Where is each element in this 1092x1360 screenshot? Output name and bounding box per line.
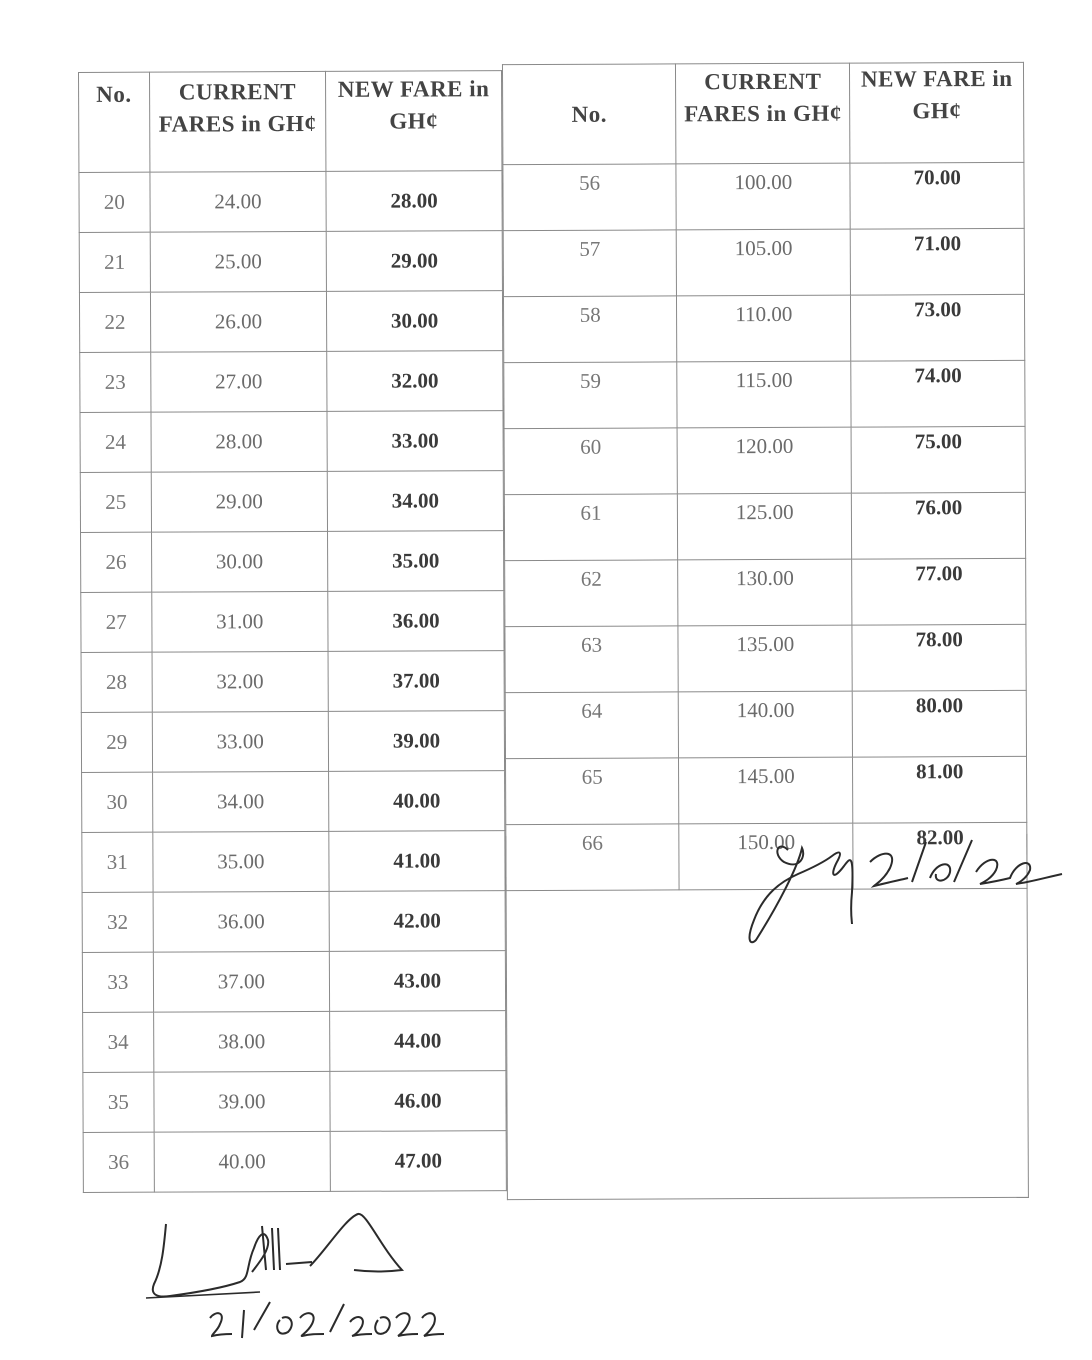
new-fare: 46.00 [330, 1071, 506, 1132]
row-number: 23 [80, 352, 151, 412]
new-fare: 47.00 [330, 1131, 506, 1192]
table-row [505, 690, 1026, 758]
row-number: 64 [505, 692, 678, 759]
new-fare: 37.00 [328, 651, 504, 712]
signature-right-mark [740, 822, 1070, 952]
current-fare: 24.00 [150, 171, 327, 232]
current-fare: 120.00 [677, 427, 852, 494]
table-row [503, 228, 1024, 296]
new-fare: 74.00 [851, 360, 1025, 427]
row-number: 26 [81, 532, 152, 592]
new-fare: 40.00 [329, 771, 505, 832]
row-number: 29 [81, 712, 152, 772]
table-row [82, 891, 505, 953]
current-fare: 105.00 [676, 229, 851, 296]
table-row [81, 711, 504, 773]
new-fare: 28.00 [326, 171, 502, 232]
table-row [82, 771, 505, 833]
row-number: 27 [81, 592, 152, 652]
current-fare: 38.00 [153, 1011, 330, 1072]
current-fare: 145.00 [679, 757, 854, 824]
new-fare: 42.00 [329, 891, 505, 952]
row-number: 25 [80, 472, 151, 532]
row-number: 30 [82, 772, 153, 832]
new-fare: 76.00 [852, 492, 1026, 559]
header-new-fare: NEW FARE in GH¢ [326, 71, 502, 172]
current-fare: 135.00 [678, 625, 853, 692]
right-header-row [502, 62, 1023, 164]
new-fare: 82.00 [853, 822, 1027, 889]
current-fare: 30.00 [151, 531, 328, 592]
row-number: 22 [79, 292, 150, 352]
signature-right [740, 822, 1070, 952]
table-row [504, 492, 1025, 560]
current-fare: 39.00 [154, 1071, 331, 1132]
current-fare: 35.00 [152, 831, 329, 892]
current-fare: 40.00 [154, 1131, 331, 1192]
current-fare: 37.00 [153, 951, 330, 1012]
table-row [83, 1131, 506, 1193]
table-row [505, 558, 1026, 626]
table-row [503, 294, 1024, 362]
header-current-fares: CURRENT FARES in GH¢ [149, 71, 326, 172]
new-fare: 43.00 [329, 951, 505, 1012]
table-row [81, 591, 504, 653]
new-fare: 77.00 [852, 558, 1026, 625]
signature-bottom [140, 1206, 450, 1356]
table-row [79, 171, 502, 233]
table-row [79, 231, 502, 293]
new-fare: 39.00 [328, 711, 504, 772]
new-fare: 75.00 [851, 426, 1025, 493]
new-fare: 78.00 [852, 624, 1026, 691]
left-table-body [79, 171, 506, 1193]
current-fare: 32.00 [152, 651, 329, 712]
current-fare: 130.00 [678, 559, 853, 626]
table-row [80, 411, 503, 473]
fare-document [78, 65, 1029, 1202]
row-number: 36 [83, 1132, 154, 1192]
table-row [82, 951, 505, 1013]
row-number: 59 [504, 362, 677, 429]
table-row [504, 360, 1025, 428]
current-fare: 110.00 [677, 295, 852, 362]
row-number: 32 [82, 892, 153, 952]
table-row [81, 531, 504, 593]
current-fare: 29.00 [151, 471, 328, 532]
current-fare: 100.00 [676, 163, 851, 230]
header-new-fare: NEW FARE in GH¢ [850, 62, 1024, 163]
left-header-row [79, 71, 502, 173]
right-table-body [503, 162, 1027, 890]
current-fare: 34.00 [152, 771, 329, 832]
row-number: 61 [504, 494, 677, 561]
row-number: 57 [503, 230, 676, 297]
row-number: 66 [506, 824, 679, 891]
new-fare: 44.00 [330, 1011, 506, 1072]
table-row [79, 291, 502, 353]
row-number: 31 [82, 832, 153, 892]
current-fare: 31.00 [151, 591, 328, 652]
table-row [506, 756, 1027, 824]
new-fare: 30.00 [327, 291, 503, 352]
row-number: 34 [83, 1012, 154, 1072]
new-fare: 71.00 [851, 228, 1025, 295]
current-fare: 25.00 [150, 231, 327, 292]
new-fare: 81.00 [853, 756, 1027, 823]
left-fare-table [78, 70, 507, 1193]
current-fare: 27.00 [150, 351, 327, 412]
new-fare: 29.00 [326, 231, 502, 292]
header-current-fares: CURRENT FARES in GH¢ [676, 63, 851, 164]
row-number: 62 [505, 560, 678, 627]
table-row [505, 624, 1026, 692]
row-number: 58 [503, 296, 676, 363]
table-row [80, 351, 503, 413]
row-number: 28 [81, 652, 152, 712]
new-fare: 36.00 [328, 591, 504, 652]
row-number: 56 [503, 164, 676, 231]
current-fare: 125.00 [678, 493, 853, 560]
row-number: 33 [82, 952, 153, 1012]
row-number: 60 [504, 428, 677, 495]
new-fare: 80.00 [853, 690, 1027, 757]
current-fare: 26.00 [150, 291, 327, 352]
table-row [81, 651, 504, 713]
new-fare: 34.00 [327, 471, 503, 532]
new-fare: 35.00 [328, 531, 504, 592]
current-fare: 33.00 [152, 711, 329, 772]
signature-bottom-mark [140, 1206, 450, 1356]
table-row [83, 1011, 506, 1073]
current-fare: 150.00 [679, 823, 854, 890]
header-no: No. [502, 64, 676, 165]
row-number: 24 [80, 412, 151, 472]
new-fare: 70.00 [850, 162, 1024, 229]
row-number: 35 [83, 1072, 154, 1132]
row-number: 65 [506, 758, 679, 825]
header-no: No. [79, 72, 150, 172]
table-row [82, 831, 505, 893]
current-fare: 115.00 [677, 361, 852, 428]
current-fare: 140.00 [678, 691, 853, 758]
new-fare: 33.00 [327, 411, 503, 472]
row-number: 21 [79, 232, 150, 292]
row-number: 63 [505, 626, 678, 693]
row-number: 20 [79, 172, 150, 232]
new-fare: 32.00 [327, 351, 503, 412]
table-row [80, 471, 503, 533]
new-fare: 73.00 [851, 294, 1025, 361]
table-row [504, 426, 1025, 494]
current-fare: 36.00 [153, 891, 330, 952]
current-fare: 28.00 [151, 411, 328, 472]
right-fare-table [502, 62, 1028, 891]
new-fare: 41.00 [329, 831, 505, 892]
table-row [503, 162, 1024, 230]
table-row [83, 1071, 506, 1133]
